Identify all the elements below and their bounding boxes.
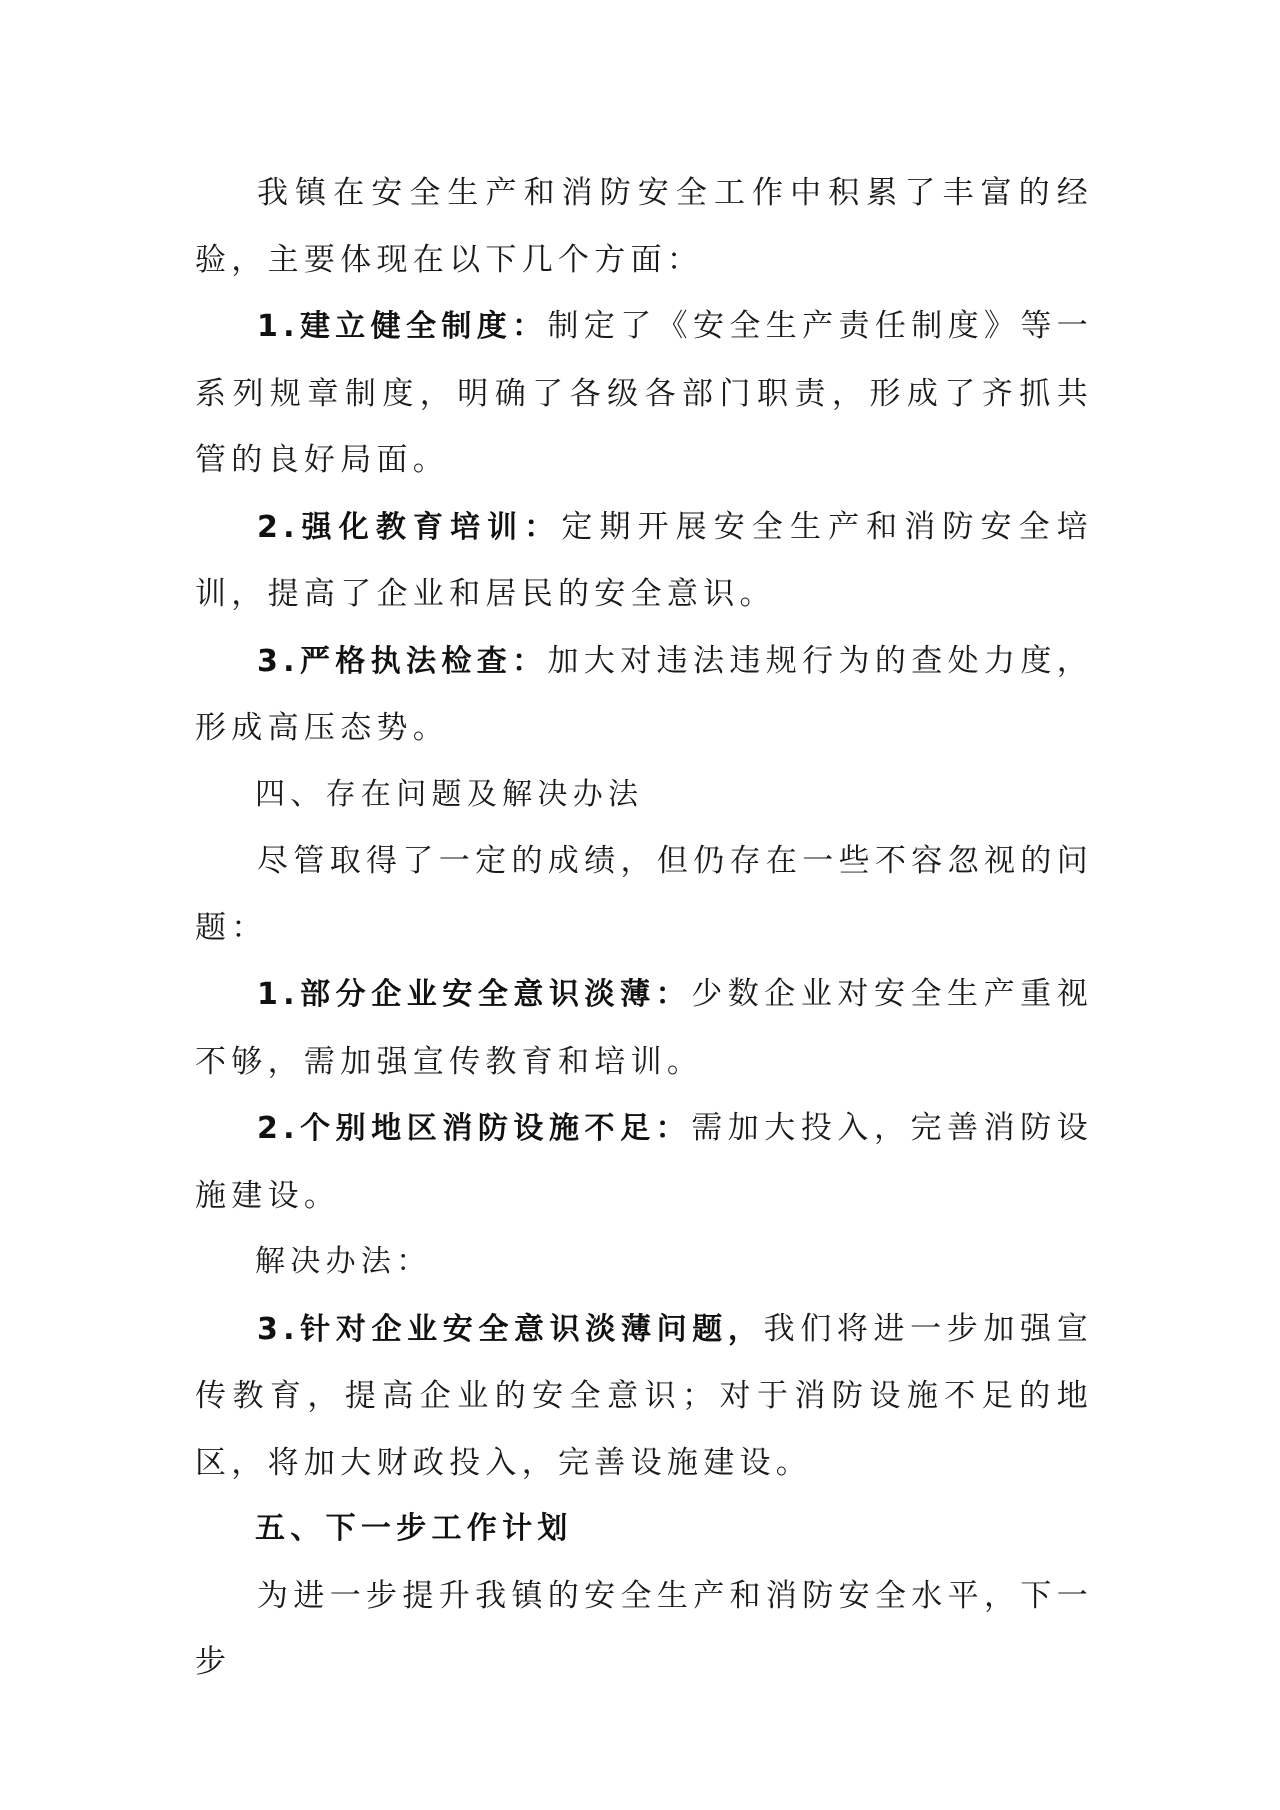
experience-item-1 bbox=[195, 293, 1093, 494]
experience-item-3 bbox=[195, 628, 1093, 762]
problem-item-1 bbox=[195, 961, 1093, 1095]
section-5-heading: 五、下一步工作计划 bbox=[255, 1511, 573, 1546]
problem-item-2 bbox=[195, 1095, 1093, 1229]
experience-item-1-text: 制定了《安全生产责任制度》等一系列规章制度，明确了各级各部门职责，形成了齐抓共管的良好局面。 bbox=[195, 308, 1093, 478]
section-4-intro: 尽管取得了一定的成绩，但仍存在一些不容忽视的问题： bbox=[195, 843, 1093, 946]
intro-paragraph: 我镇在安全生产和消防安全工作中积累了丰富的经验，主要体现在以下几个方面： bbox=[195, 175, 1093, 278]
experience-item-2-lead: 2.强化教育培训： bbox=[257, 509, 562, 545]
problem-item-2-lead: 2.个别地区消防设施不足： bbox=[257, 1111, 692, 1146]
section-4-heading: 四、存在问题及解决办法 bbox=[255, 776, 644, 812]
document-body bbox=[195, 160, 1093, 1696]
solution-item-3-text: 我们将进一步加强宣传教育，提高企业的安全意识；对于消防设施不足的地区，将加大财政投入，完善设施建设。 bbox=[195, 1310, 1093, 1481]
experience-item-1-lead: 1.建立健全制度： bbox=[257, 309, 548, 344]
experience-item-3-text: 加大对违法违规行为的查处力度，形成高压态势。 bbox=[195, 642, 1093, 746]
problem-item-2-text: 需加大投入，完善消防设施建设。 bbox=[195, 1110, 1093, 1214]
problem-item-1-lead: 1.部分企业安全意识淡薄： bbox=[257, 977, 692, 1012]
problem-item-1-text: 少数企业对安全生产重视不够，需加强宣传教育和培训。 bbox=[195, 976, 1093, 1080]
solutions-heading: 解决办法： bbox=[255, 1244, 432, 1279]
solution-item-3 bbox=[195, 1296, 1093, 1497]
section-5-intro: 为进一步提升我镇的安全生产和消防安全水平，下一步 bbox=[195, 1577, 1093, 1680]
experience-item-3-lead: 3.严格执法检查： bbox=[257, 643, 548, 679]
experience-item-2 bbox=[195, 494, 1093, 628]
solution-item-3-lead: 3.针对企业安全意识淡薄问题， bbox=[257, 1311, 764, 1347]
experience-item-2-text: 定期开展安全生产和消防安全培训，提高了企业和居民的安全意识。 bbox=[195, 508, 1093, 612]
